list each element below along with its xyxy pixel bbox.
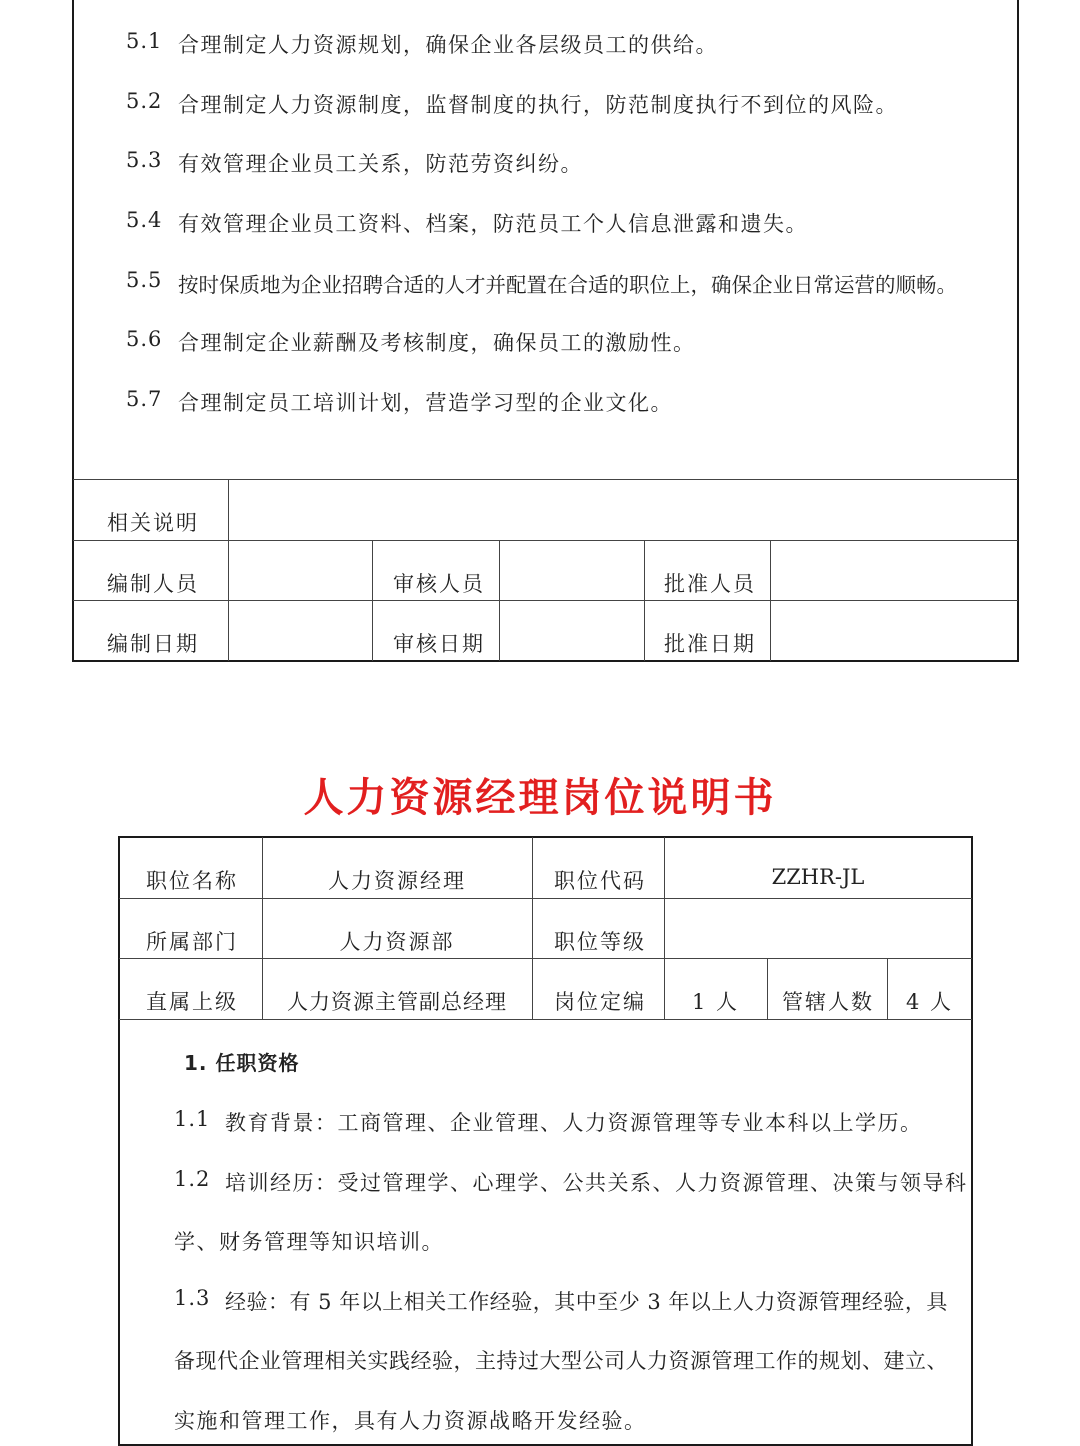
duty-number: 5.1: [126, 29, 163, 53]
position-grade-label: 职位等级: [554, 930, 646, 954]
duty-number: 5.2: [126, 89, 163, 113]
duty-text: 有效管理企业员工资料、档案，防范员工个人信息泄露和遗失。: [178, 212, 808, 236]
table-divider: [119, 1019, 972, 1020]
prepared-date-label: 编制日期: [107, 632, 199, 656]
table-divider: [119, 958, 972, 959]
table-divider: [119, 898, 972, 899]
duty-text: 有效管理企业员工关系，防范劳资纠纷。: [178, 152, 583, 176]
headcount-value: 1 人: [691, 990, 740, 1014]
duty-number: 5.5: [126, 268, 163, 292]
duty-text: 合理制定人力资源制度，监督制度的执行，防范制度执行不到位的风险。: [178, 93, 898, 117]
qualification-text: 学、财务管理等知识培训。: [174, 1230, 444, 1254]
table-divider: [532, 837, 533, 1019]
department-label: 所属部门: [146, 930, 238, 954]
duty-text: 合理制定企业薪酬及考核制度，确保员工的激励性。: [178, 331, 696, 355]
qualification-text: 备现代企业管理相关实践经验，主持过大型公司人力资源管理工作的规划、建立、: [174, 1349, 948, 1373]
position-name-value: 人力资源经理: [328, 869, 466, 893]
qualification-number: 1.1: [174, 1107, 211, 1131]
position-name-label: 职位名称: [146, 869, 238, 893]
subordinates-label: 管辖人数: [782, 990, 874, 1014]
qualification-number: 1.3: [174, 1286, 211, 1310]
superior-value: 人力资源主管副总经理: [287, 990, 507, 1014]
subordinates-value: 4 人: [905, 990, 954, 1014]
duty-text: 合理制定员工培训计划，营造学习型的企业文化。: [178, 391, 673, 415]
duty-text: 按时保质地为企业招聘合适的人才并配置在合适的职位上，确保企业日常运营的顺畅。: [178, 273, 957, 297]
superior-label: 直属上级: [146, 990, 238, 1014]
qualification-number: 1.2: [174, 1167, 211, 1191]
document-title: 人力资源经理岗位说明书: [303, 775, 777, 821]
table-divider: [73, 600, 1018, 601]
duty-number: 5.4: [126, 208, 163, 232]
table-divider: [770, 540, 771, 661]
reviewed-date-label: 审核日期: [393, 632, 485, 656]
qualification-text: 实施和管理工作，具有人力资源战略开发经验。: [174, 1409, 647, 1433]
headcount-label: 岗位定编: [554, 990, 646, 1014]
table-divider: [73, 540, 1018, 541]
table-divider: [499, 540, 500, 661]
table-divider: [372, 540, 373, 661]
position-code-label: 职位代码: [554, 869, 646, 893]
duty-number: 5.7: [126, 387, 163, 411]
duty-number: 5.6: [126, 327, 163, 351]
qualification-text: 经验：有 5 年以上相关工作经验，其中至少 3 年以上人力资源管理经验，具: [225, 1290, 948, 1314]
reviewed-by-label: 审核人员: [393, 572, 485, 596]
table-divider: [228, 479, 229, 661]
table-divider: [767, 958, 768, 1019]
table-divider: [644, 540, 645, 661]
qualification-text: 培训经历：受过管理学、心理学、公共关系、人力资源管理、决策与领导科: [225, 1171, 968, 1195]
duty-text: 合理制定人力资源规划，确保企业各层级员工的供给。: [178, 33, 718, 57]
approved-date-label: 批准日期: [664, 632, 756, 656]
table-divider: [73, 479, 1018, 480]
duty-number: 5.3: [126, 148, 163, 172]
qualification-text: 教育背景：工商管理、企业管理、人力资源管理等专业本科以上学历。: [225, 1111, 923, 1135]
prepared-by-label: 编制人员: [107, 572, 199, 596]
approved-by-label: 批准人员: [664, 572, 756, 596]
department-value: 人力资源部: [339, 930, 455, 954]
position-code-value: ZZHR-JL: [771, 865, 865, 889]
section-heading: 1. 任职资格: [184, 1051, 300, 1075]
related-notes-label: 相关说明: [107, 511, 199, 535]
